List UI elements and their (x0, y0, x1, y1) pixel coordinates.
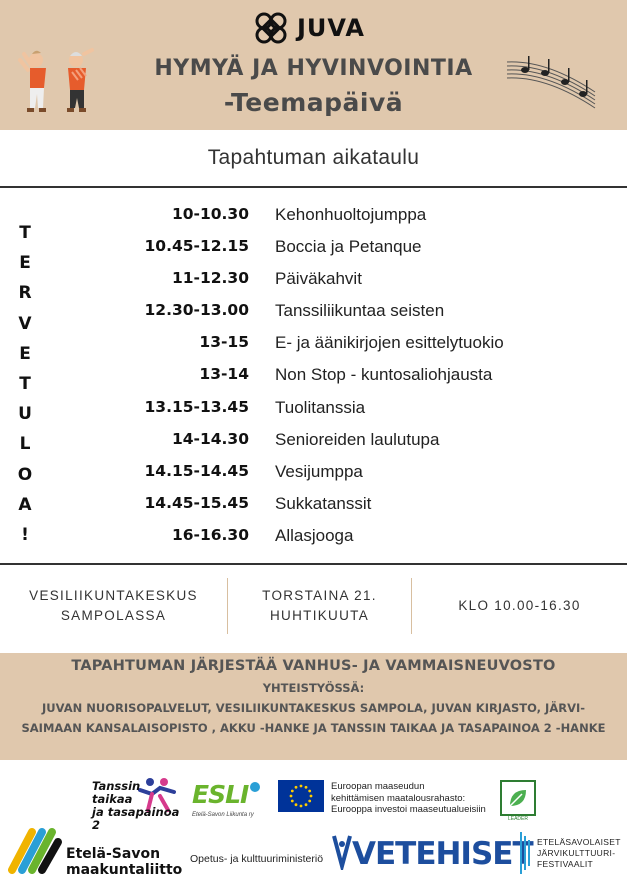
tanssin-taikaa-logo (92, 776, 187, 832)
schedule-activity: Tanssiliikuntaa seisten (275, 301, 445, 321)
festival-line3: FESTIVAALIT (537, 859, 594, 869)
eu-line1: Euroopan maaseudun (331, 781, 425, 792)
date-line1: TORSTAINA 21. (262, 588, 377, 603)
partner-list: JUVAN NUORISOPALVELUT, VESILIIKUNTAKESKUS SAMPOLA, JUVAN KIRJASTO, JÄRVI-SAIMAAN KANSALAISOPISTO , AKKU -HANKE JA TANSSIN TAIKAA JA TASAPAINOA 2 -HANKE (21, 701, 606, 735)
schedule-time: 16-16.30 (171, 525, 249, 544)
schedule-time: 10.45-12.15 (144, 237, 249, 256)
welcome-letter: E (19, 253, 31, 274)
organizer-title: TAPAHTUMAN JÄRJESTÄÄ VANHUS- JA VAMMAISNEUVOSTO (71, 658, 556, 674)
leader-logo (500, 780, 536, 822)
schedule-time: 13-14 (199, 365, 249, 384)
event-title: HYMYÄ JA HYVINVOINTIA (154, 56, 473, 81)
welcome-letter: U (18, 404, 32, 425)
schedule-row (0, 233, 627, 265)
leader-leaf-icon (502, 782, 534, 814)
etela-savon-line2: maakuntaliitto (66, 862, 183, 878)
etela-savon-line1: Etelä-Savon (66, 846, 161, 862)
schedule-time: 14.15-14.45 (144, 461, 249, 480)
time-text: KLO 10.00-16.30 (458, 598, 581, 613)
vetehiset-emblem-icon (332, 834, 352, 870)
schedule-time: 11-12.30 (171, 269, 249, 288)
schedule-list (0, 201, 627, 554)
eu-text (331, 781, 486, 816)
time-info (412, 565, 627, 647)
schedule-time: 10-10.30 (171, 205, 249, 223)
logo-text: JUVA (297, 14, 365, 42)
schedule-activity: Päiväkahvit (275, 269, 362, 289)
leader-text: LEADER (507, 816, 528, 822)
esli-text: ESLI (192, 780, 249, 809)
schedule-activity: Sukkatanssit (275, 493, 372, 513)
juva-logo (251, 8, 365, 48)
tanssin-line1: Tanssin (92, 779, 141, 793)
schedule-time: 12.30-13.00 (144, 301, 249, 320)
schedule-row (0, 490, 627, 522)
festival-text (537, 837, 621, 870)
juva-emblem-icon (251, 8, 291, 48)
schedule-time: 13-15 (199, 333, 249, 352)
welcome-letter: L (19, 434, 31, 455)
welcome-letter: T (19, 223, 31, 243)
schedule-activity: Non Stop - kuntosaliohjausta (275, 365, 493, 385)
schedule-activity: Tuolitanssia (275, 397, 366, 417)
welcome-letter: O (17, 464, 33, 485)
tanssin-line2: taikaa (92, 792, 133, 806)
sponsor-logos (0, 760, 627, 891)
schedule-row (0, 361, 627, 393)
schedule-row (0, 522, 627, 554)
esli-logo (192, 780, 270, 826)
eu-flag-icon (278, 780, 324, 812)
festival-emblem-icon (518, 830, 532, 876)
venue-line2: SAMPOLASSA (60, 608, 167, 623)
venue-line1: VESILIIKUNTAKESKUS (29, 588, 198, 603)
organizer-subtitle: YHTEISTYÖSSÄ: (262, 681, 365, 695)
organizer-band (0, 653, 627, 760)
schedule-activity: E- ja äänikirjojen esittelytuokio (275, 333, 504, 353)
schedule-time: 14-14.30 (171, 429, 249, 448)
schedule-activity: Boccia ja Petanque (275, 237, 422, 257)
schedule-activity: Kehonhuoltojumppa (275, 205, 427, 224)
tanssin-line3: ja tasapainoa 2 (92, 805, 180, 832)
schedule-row (0, 297, 627, 329)
schedule-time: 14.45-15.45 (144, 493, 249, 512)
welcome-letter: A (18, 494, 32, 515)
venue-info (0, 565, 227, 647)
etela-savon-maakuntaliitto-icon (8, 824, 64, 876)
festival-line1: ETELÄSAVOLAISET (537, 837, 621, 847)
welcome-letter: R (18, 283, 32, 304)
schedule-heading: Tapahtuman aikataulu (207, 146, 420, 169)
eu-line2: kehittämisen maatalousrahasto: (331, 792, 466, 804)
vetehiset-text: VETEHISET (352, 836, 533, 872)
ministry-text: Opetus- ja kulttuuriministeriö (190, 853, 324, 865)
event-subtitle: -Teemapäivä (223, 88, 404, 117)
event-info-strip (0, 563, 627, 647)
schedule-activity: Vesijumppa (275, 461, 363, 481)
etela-savon-text (66, 846, 182, 878)
eu-line3: Eurooppa investoi maaseutualueisiin (331, 804, 486, 815)
schedule-time: 13.15-13.45 (144, 397, 249, 416)
date-info (228, 565, 411, 647)
schedule-row (0, 394, 627, 426)
schedule-row (0, 265, 627, 297)
welcome-letter: V (18, 313, 32, 334)
festival-line2: JÄRVIKULTTUURI- (537, 848, 616, 858)
schedule-row (0, 201, 627, 233)
schedule-row (0, 458, 627, 490)
schedule-row (0, 426, 627, 458)
schedule-activity: Allasjooga (275, 525, 354, 545)
schedule-activity: Senioreiden laulutupa (275, 429, 440, 449)
esli-swoosh-icon (248, 780, 262, 794)
date-line2: HUHTIKUUTA (270, 608, 369, 623)
welcome-letter: E (19, 343, 31, 364)
welcome-letter: T (19, 373, 31, 394)
schedule-row (0, 329, 627, 361)
esli-subtitle: Etelä-Savon Liikunta ry (192, 812, 254, 818)
welcome-letter: ! (21, 524, 29, 545)
